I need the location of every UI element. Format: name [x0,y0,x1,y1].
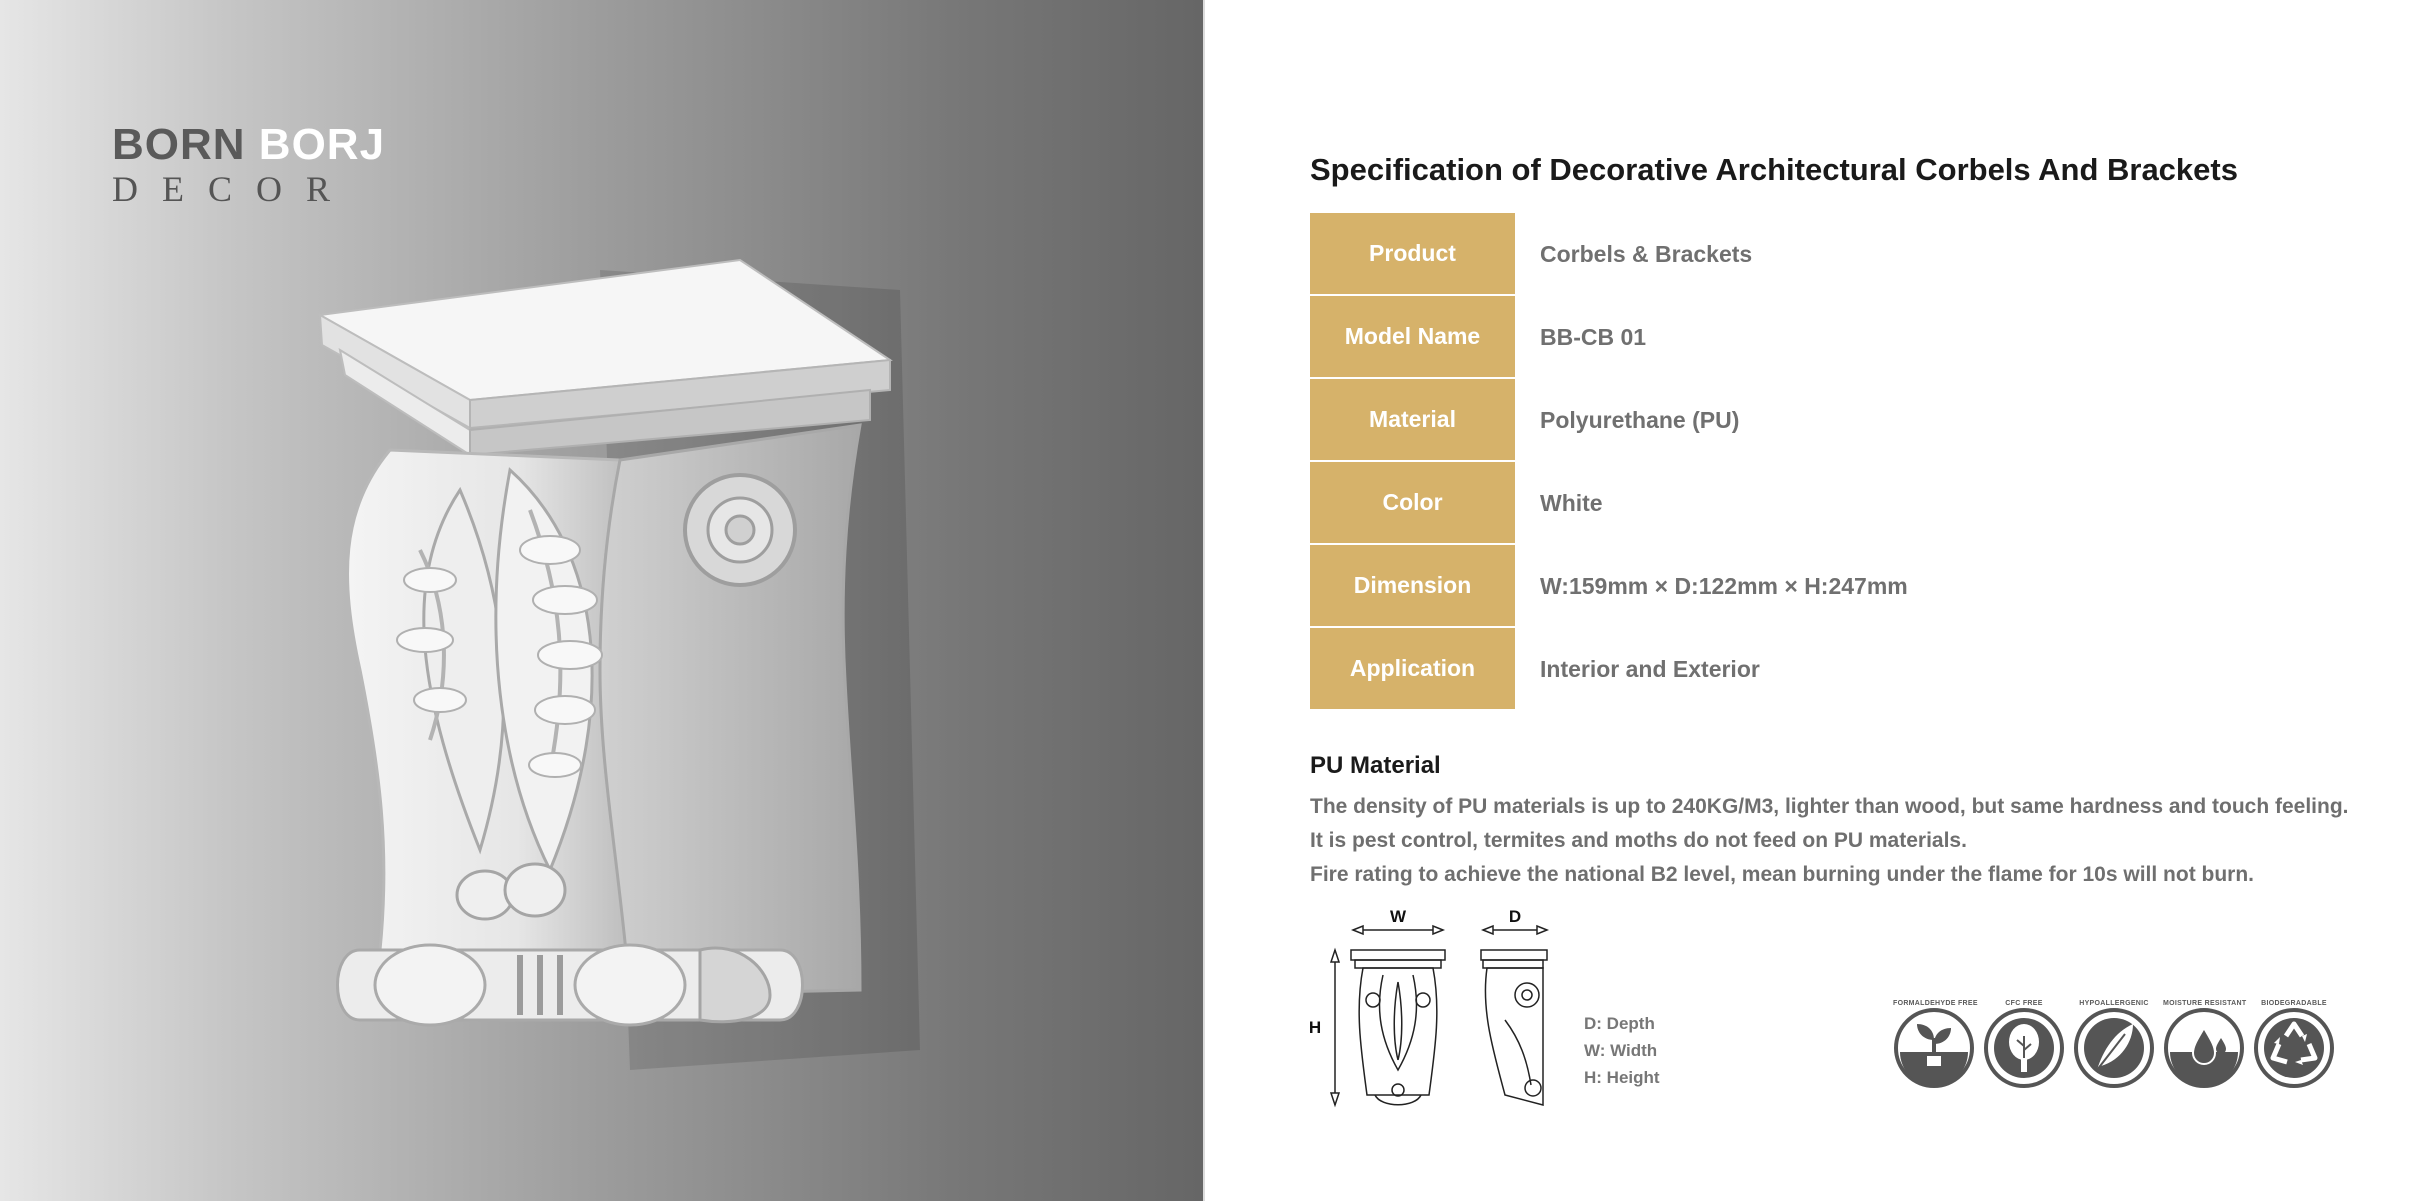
spec-row-color [1310,462,2310,545]
corbel-product-image [300,250,920,1070]
spec-value: White [1540,490,1603,516]
spec-row-material [1310,379,2310,462]
pu-material-heading: PU Material [1310,752,1441,779]
spec-value: Polyurethane (PU) [1540,407,1740,433]
plant-sprout-icon [1893,1000,1975,1088]
badge-cfc-free: CFC FREE [1983,1000,2065,1088]
water-drops-icon [2163,1000,2245,1088]
legend-height: H: Height [1584,1068,1660,1087]
pu-line: Fire rating to achieve the national B2 level, mean burning under the flame for 10s will not burn. [1310,863,2255,886]
badge-hypoallergenic: HYPOALLERGENIC [2073,1000,2155,1088]
spec-title: Specification of Decorative Architectural Corbels And Brackets [1310,152,2238,187]
recycle-icon [2253,1000,2335,1088]
feather-icon [2073,1000,2155,1088]
depth-label: D [1508,907,1522,926]
spec-key: Dimension [1310,545,1515,627]
badge-formaldehyde-free: FORMALDEHYDE FREE [1893,1000,1975,1088]
spec-key: Application [1310,628,1515,710]
legend-depth: D: Depth [1584,1014,1655,1033]
spec-row-model-name [1310,296,2310,379]
feature-badges [1893,1000,2335,1088]
pu-line: The density of PU materials is up to 240KG/M3, lighter than wood, but same hardness and touch feeling. [1310,795,2349,818]
brand-name-right: BORJ [258,120,386,169]
spec-value: Interior and Exterior [1540,656,1760,682]
brand-subtitle: DECOR [112,169,355,209]
product-photo-panel [0,0,1205,1201]
spec-key: Product [1310,213,1515,295]
brand-name-left: BORN [112,120,246,169]
spec-key: Material [1310,379,1515,461]
spec-value: BB-CB 01 [1540,324,1647,350]
badge-biodegradable: BIODEGRADABLE [2253,1000,2335,1088]
spec-row-application [1310,628,2310,711]
spec-value: Corbels & Brackets [1540,241,1753,267]
spec-key: Model Name [1310,296,1515,378]
brand-logo [112,122,385,208]
spec-row-product [1310,213,2310,296]
spec-value: W:159mm × D:122mm × H:247mm [1540,573,1908,599]
spec-key: Color [1310,462,1515,544]
pu-line: It is pest control, termites and moths do not feed on PU materials. [1310,829,1967,852]
dimension-legend [1584,1010,1660,1091]
legend-width: W: Width [1584,1041,1658,1060]
badge-moisture-resistant: MOISTURE RESISTANT [2163,1000,2245,1088]
spec-table [1310,213,2310,711]
dimension-drawing [1305,900,1555,1115]
spec-row-dimension [1310,545,2310,628]
tree-icon [1983,1000,2065,1088]
pu-material-description [1310,790,2390,892]
width-label: W [1389,907,1407,926]
height-label: H [1308,1018,1322,1037]
